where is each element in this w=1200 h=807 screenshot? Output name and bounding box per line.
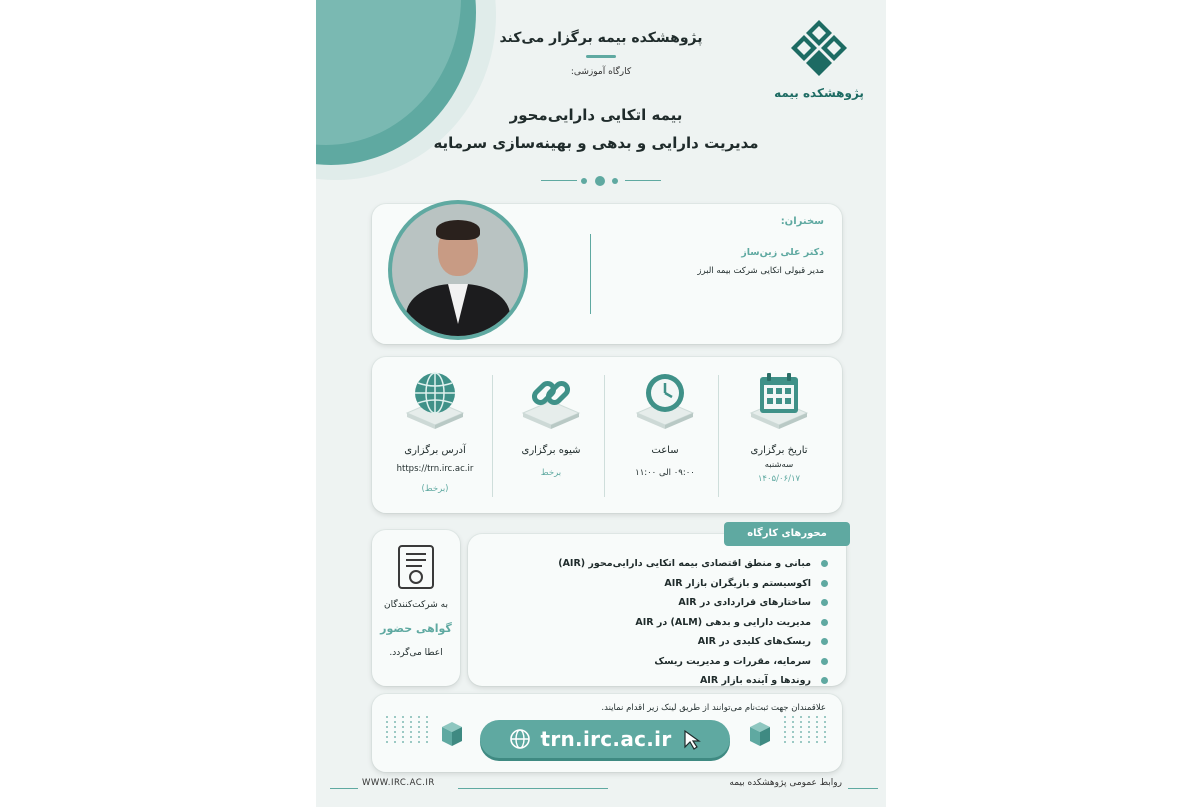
workshop-title-line-1: بیمه اتکایی دارایی‌محور	[509, 106, 683, 124]
certificate-line-1: به شرکت‌کنندگان	[384, 600, 448, 610]
list-item: روندها و آینده بازار AIR	[488, 671, 828, 691]
registration-url: trn.irc.ac.ir	[540, 727, 672, 751]
calendar-icon	[747, 369, 811, 431]
date-label: تاریخ برگزاری	[750, 445, 808, 456]
institute-logo	[764, 18, 874, 100]
method-label: شیوه برگزاری	[521, 445, 581, 456]
list-item: مبانی و منطق اقتصادی بیمه اتکایی دارایی‌محور (AIR)	[488, 554, 828, 574]
address-mode: (برخط)	[421, 484, 449, 494]
list-item: سرمایه، مقررات و مدیریت ریسک	[488, 652, 828, 672]
footer-line-mid	[458, 788, 608, 789]
speaker-photo	[388, 200, 528, 340]
list-item: ریسک‌های کلیدی در AIR	[488, 632, 828, 652]
decorative-dots-left	[386, 716, 431, 743]
event-info-card	[372, 357, 842, 513]
cube-icon	[440, 720, 464, 748]
topics-title: محورهای کارگاه	[724, 522, 850, 546]
list-item: مدیریت دارایی و بدهی (ALM) در AIR	[488, 613, 828, 633]
date-weekday: سه‌شنبه	[764, 460, 794, 470]
certificate-card	[372, 530, 460, 686]
certificate-line-3: اعطا می‌گردد.	[389, 648, 443, 658]
event-poster	[316, 0, 886, 807]
date-value: ۱۴۰۵/۰۶/۱۷	[757, 474, 801, 484]
footer-line-left	[330, 788, 358, 789]
link-icon	[519, 369, 583, 431]
poster-subtitle: کارگاه آموزشی:	[570, 67, 632, 77]
logo-icon	[784, 18, 854, 84]
time-label: ساعت	[651, 445, 679, 456]
section-divider	[541, 176, 661, 186]
info-method	[496, 369, 606, 478]
title-underline	[586, 55, 616, 58]
cursor-icon	[682, 728, 702, 750]
info-date	[724, 369, 834, 484]
method-value: برخط	[540, 468, 562, 478]
list-item: اکوسیستم و بازیگران بازار AIR	[488, 574, 828, 594]
logo-text: پژوهشکده بیمه	[774, 86, 864, 100]
certificate-line-2: گواهی حضور	[380, 622, 452, 635]
footer-department: روابط عمومی پژوهشکده بیمه	[729, 778, 842, 788]
speaker-name: دکتر علی زین‌ساز	[741, 247, 824, 258]
registration-note: علاقمندان جهت ثبت‌نام می‌توانند از طریق لینک زیر اقدام نمایند.	[601, 703, 826, 713]
footer-line-right	[848, 788, 878, 789]
speaker-label: سخنران:	[780, 216, 824, 227]
globe-icon	[509, 728, 531, 750]
decorative-dots-right	[784, 716, 829, 743]
list-item: ساختارهای قراردادی در AIR	[488, 593, 828, 613]
registration-link-button[interactable]	[480, 720, 730, 758]
poster-title: پژوهشکده بیمه برگزار می‌کند	[499, 30, 703, 46]
topics-card	[468, 534, 846, 686]
info-time	[610, 369, 720, 478]
globe-icon	[403, 369, 467, 431]
footer-website: WWW.IRC.AC.IR	[362, 778, 435, 788]
poster-header	[456, 30, 746, 77]
speaker-role: مدیر قبولی اتکایی شرکت بیمه البرز	[697, 266, 824, 276]
workshop-title-line-2: مدیریت دارایی و بدهی و بهینه‌سازی سرمایه	[433, 134, 759, 152]
info-address	[380, 369, 490, 494]
cube-icon	[748, 720, 772, 748]
address-value: https://trn.irc.ac.ir	[396, 464, 474, 474]
topic-list	[488, 554, 828, 691]
speaker-card	[372, 204, 842, 344]
address-label: آدرس برگزاری	[404, 445, 466, 456]
certificate-icon	[396, 544, 436, 590]
registration-card	[372, 694, 842, 772]
clock-icon	[633, 369, 697, 431]
time-value: ۰۹:۰۰ الی ۱۱:۰۰	[635, 468, 695, 478]
